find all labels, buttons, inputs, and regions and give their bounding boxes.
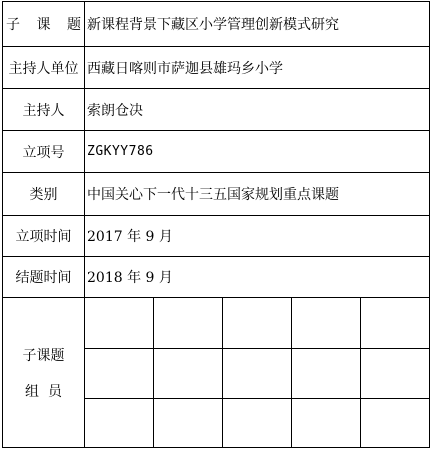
subtopic-value: 新课程背景下藏区小学管理创新模式研究 [87, 17, 339, 33]
grid-divider [85, 348, 429, 349]
members-label-line1: 子课题 [22, 347, 65, 364]
host-unit-value: 西藏日喀则市萨迦县雄玛乡小学 [87, 60, 283, 77]
members-label-line2: 组 员 [25, 383, 62, 400]
start-date-row [3, 216, 429, 257]
end-date-label: 结题时间 [3, 257, 85, 297]
members-label [3, 298, 85, 447]
grid-divider [360, 298, 361, 447]
host-value: 索朗仓决 [87, 102, 143, 119]
category-label: 类别 [3, 173, 85, 215]
start-date-label: 立项时间 [3, 216, 85, 256]
project-number-label: 立项号 [3, 131, 85, 172]
members-section [3, 298, 429, 447]
host-row [3, 89, 429, 131]
grid-divider [153, 298, 154, 447]
host-unit-label: 主持人单位 [3, 47, 85, 88]
end-date-value: 2018 年 9 月 [87, 270, 173, 286]
subtopic-row [3, 2, 429, 47]
host-unit-row [3, 47, 429, 89]
category-value: 中国关心下一代十三五国家规划重点课题 [87, 187, 339, 203]
category-row [3, 173, 429, 216]
host-label: 主持人 [3, 89, 85, 130]
members-grid [85, 298, 429, 447]
start-date-value: 2017 年 9 月 [87, 229, 173, 245]
subtopic-label: 子 课 题 [3, 2, 85, 46]
project-number-value: ZGKYY786 [87, 144, 154, 159]
grid-divider [222, 298, 223, 447]
project-number-row [3, 131, 429, 173]
grid-divider [291, 298, 292, 447]
project-info-form [2, 1, 430, 448]
grid-divider [85, 398, 429, 399]
end-date-row [3, 257, 429, 298]
